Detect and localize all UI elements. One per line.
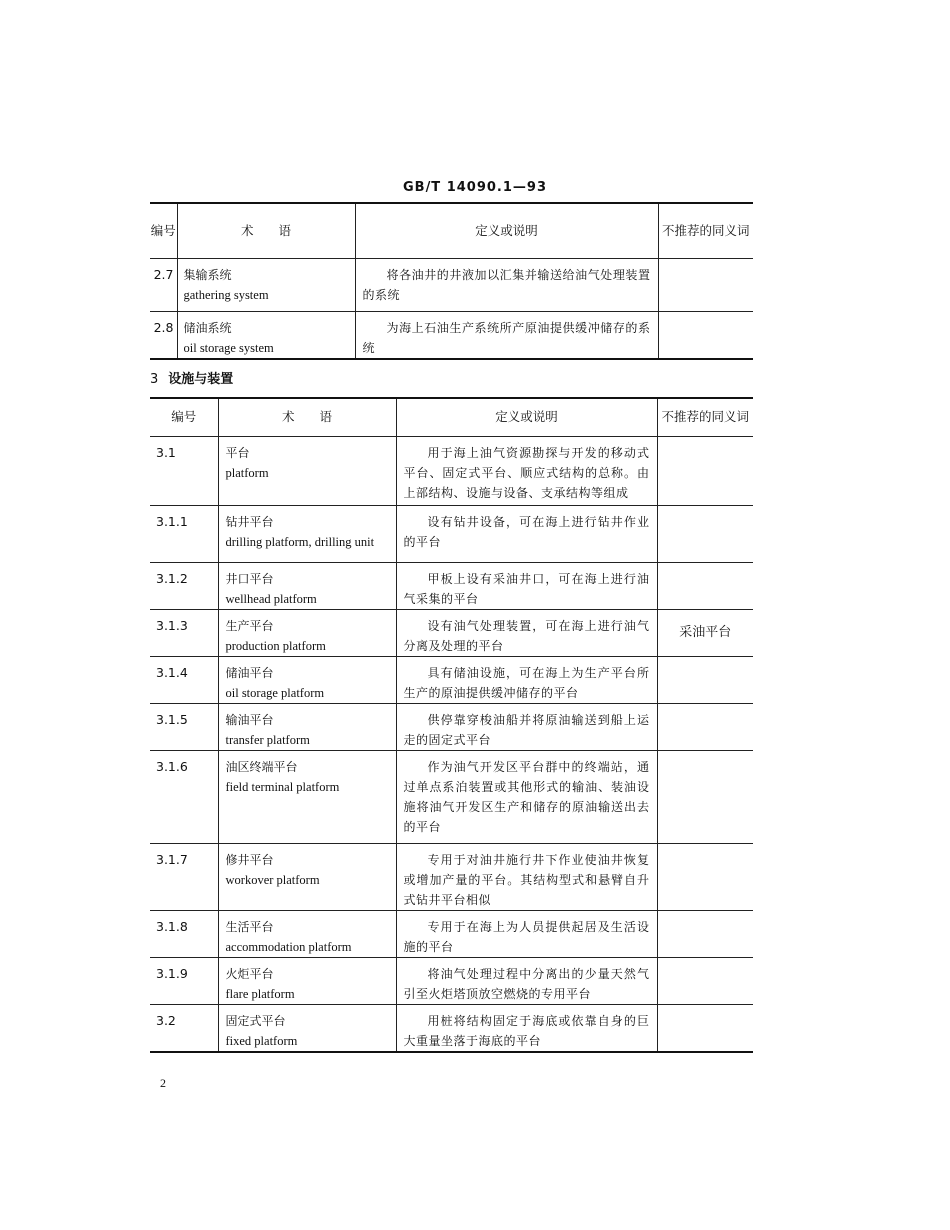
table-row [150, 703, 753, 750]
table-row [150, 258, 753, 311]
term-zh: 生活平台 [225, 919, 274, 934]
header-synonym: 不推荐的同义词 [658, 203, 753, 258]
term-en: flare platform [225, 986, 295, 1001]
term-zh: 输油平台 [225, 712, 274, 727]
synonym-cell [657, 436, 753, 505]
definition-cell [396, 562, 657, 609]
terms-table-continued [150, 202, 753, 360]
definition-text: 设有钻井设备，可在海上进行钻井作业的平台 [403, 514, 650, 549]
term-number: 3.1.3 [150, 609, 218, 656]
table-row [150, 1004, 753, 1052]
definition-text: 用桩将结构固定于海底或依靠自身的巨大重量坐落于海底的平台 [403, 1013, 650, 1048]
term-en: production platform [225, 638, 326, 653]
definition-cell [396, 656, 657, 703]
page-number: 2 [160, 1076, 166, 1090]
definition-cell [396, 957, 657, 1004]
table-row [150, 311, 753, 359]
table-row [150, 957, 753, 1004]
term-en: oil storage platform [225, 685, 325, 700]
header-synonym: 不推荐的同义词 [657, 398, 753, 436]
definition-text: 将各油井的井液加以汇集并输送给油气处理装置的系统 [362, 267, 651, 302]
table-row [150, 656, 753, 703]
term-cell [218, 656, 396, 703]
term-zh: 井口平台 [225, 571, 274, 586]
definition-cell [396, 1004, 657, 1052]
header-term: 术 语 [218, 398, 396, 436]
table-row [150, 505, 753, 562]
term-zh: 集输系统 [183, 267, 232, 282]
synonym-cell [657, 843, 753, 910]
term-zh: 生产平台 [225, 618, 274, 633]
header-definition: 定义或说明 [355, 203, 658, 258]
synonym-cell [657, 957, 753, 1004]
term-en: field terminal platform [225, 779, 340, 794]
definition-cell [355, 311, 658, 359]
term-number: 3.1.1 [150, 505, 218, 562]
term-en: workover platform [225, 872, 320, 887]
synonym-cell [657, 505, 753, 562]
table-header-row [150, 203, 753, 258]
term-cell [218, 703, 396, 750]
term-zh: 平台 [225, 445, 250, 460]
term-number: 2.8 [150, 311, 177, 359]
term-zh: 修井平台 [225, 852, 274, 867]
definition-text: 专用于在海上为人员提供起居及生活设施的平台 [403, 919, 650, 954]
term-cell [218, 843, 396, 910]
synonym-cell [658, 311, 753, 359]
definition-text: 用于海上油气资源勘探与开发的移动式平台、固定式平台、顺应式结构的总称。由上部结构、设施与设备、支承结构等组成 [403, 445, 650, 500]
header-number: 编号 [150, 398, 218, 436]
definition-text: 专用于对油井施行井下作业使油井恢复或增加产量的平台。其结构型式和悬臂自升式钻井平台相似 [403, 852, 650, 907]
synonym-cell [657, 656, 753, 703]
definition-cell [396, 910, 657, 957]
term-number: 3.1.6 [150, 750, 218, 843]
term-cell [177, 311, 355, 359]
table-row [150, 750, 753, 843]
term-en: platform [225, 465, 269, 480]
definition-text: 甲板上设有采油井口，可在海上进行油气采集的平台 [403, 571, 650, 606]
term-en: drilling platform, drilling unit [225, 534, 375, 549]
term-en: gathering system [183, 287, 269, 302]
synonym-cell [657, 562, 753, 609]
term-number: 3.1.5 [150, 703, 218, 750]
header-term: 术 语 [177, 203, 355, 258]
term-number: 3.1.4 [150, 656, 218, 703]
term-number: 3.1.8 [150, 910, 218, 957]
term-cell [177, 258, 355, 311]
term-cell [218, 505, 396, 562]
term-number: 3.1.9 [150, 957, 218, 1004]
term-en: accommodation platform [225, 939, 352, 954]
term-cell [218, 750, 396, 843]
term-en: wellhead platform [225, 591, 317, 606]
synonym-cell [657, 703, 753, 750]
synonym-cell: 采油平台 [657, 609, 753, 656]
section-heading [150, 368, 233, 387]
term-zh: 固定式平台 [225, 1013, 286, 1028]
term-number: 3.1.7 [150, 843, 218, 910]
term-number: 2.7 [150, 258, 177, 311]
term-en: transfer platform [225, 732, 310, 747]
definition-text: 将油气处理过程中分离出的少量天然气引至火炬塔顶放空燃烧的专用平台 [403, 966, 650, 1001]
term-zh: 储油系统 [183, 320, 232, 335]
synonym-cell [657, 1004, 753, 1052]
synonym-cell [657, 910, 753, 957]
term-number: 3.1 [150, 436, 218, 505]
term-cell [218, 957, 396, 1004]
table-row [150, 562, 753, 609]
header-definition: 定义或说明 [396, 398, 657, 436]
terms-table-facilities [150, 397, 753, 1053]
definition-cell [355, 258, 658, 311]
term-zh: 储油平台 [225, 665, 274, 680]
definition-cell [396, 703, 657, 750]
table-row [150, 843, 753, 910]
term-cell [218, 609, 396, 656]
header-number: 编号 [150, 203, 177, 258]
term-en: oil storage system [183, 340, 274, 355]
synonym-cell [658, 258, 753, 311]
table-row [150, 910, 753, 957]
term-cell [218, 562, 396, 609]
term-zh: 火炬平台 [225, 966, 274, 981]
term-cell [218, 910, 396, 957]
definition-text: 设有油气处理装置，可在海上进行油气分离及处理的平台 [403, 618, 650, 653]
document-code: GB/T 14090.1—93 [402, 180, 548, 195]
section-title: 设施与装置 [168, 372, 234, 387]
definition-cell [396, 750, 657, 843]
term-zh: 油区终端平台 [225, 759, 298, 774]
term-number: 3.1.2 [150, 562, 218, 609]
definition-text: 供停靠穿梭油船并将原油输送到船上运走的固定式平台 [403, 712, 650, 747]
definition-cell [396, 436, 657, 505]
term-number: 3.2 [150, 1004, 218, 1052]
definition-text: 为海上石油生产系统所产原油提供缓冲储存的系统 [362, 320, 651, 355]
table-row [150, 609, 753, 656]
definition-cell [396, 609, 657, 656]
table-row [150, 436, 753, 505]
synonym-cell [657, 750, 753, 843]
term-cell [218, 1004, 396, 1052]
term-cell [218, 436, 396, 505]
term-en: fixed platform [225, 1033, 298, 1048]
definition-text: 具有储油设施，可在海上为生产平台所生产的原油提供缓冲储存的平台 [403, 665, 650, 700]
term-zh: 钻井平台 [225, 514, 274, 529]
section-number: 3 [150, 372, 159, 387]
definition-cell [396, 843, 657, 910]
definition-cell [396, 505, 657, 562]
table-header-row [150, 398, 753, 436]
definition-text: 作为油气开发区平台群中的终端站，通过单点系泊装置或其他形式的输油、装油设施将油气开发区生产和储存的原油输送出去的平台 [403, 759, 650, 834]
